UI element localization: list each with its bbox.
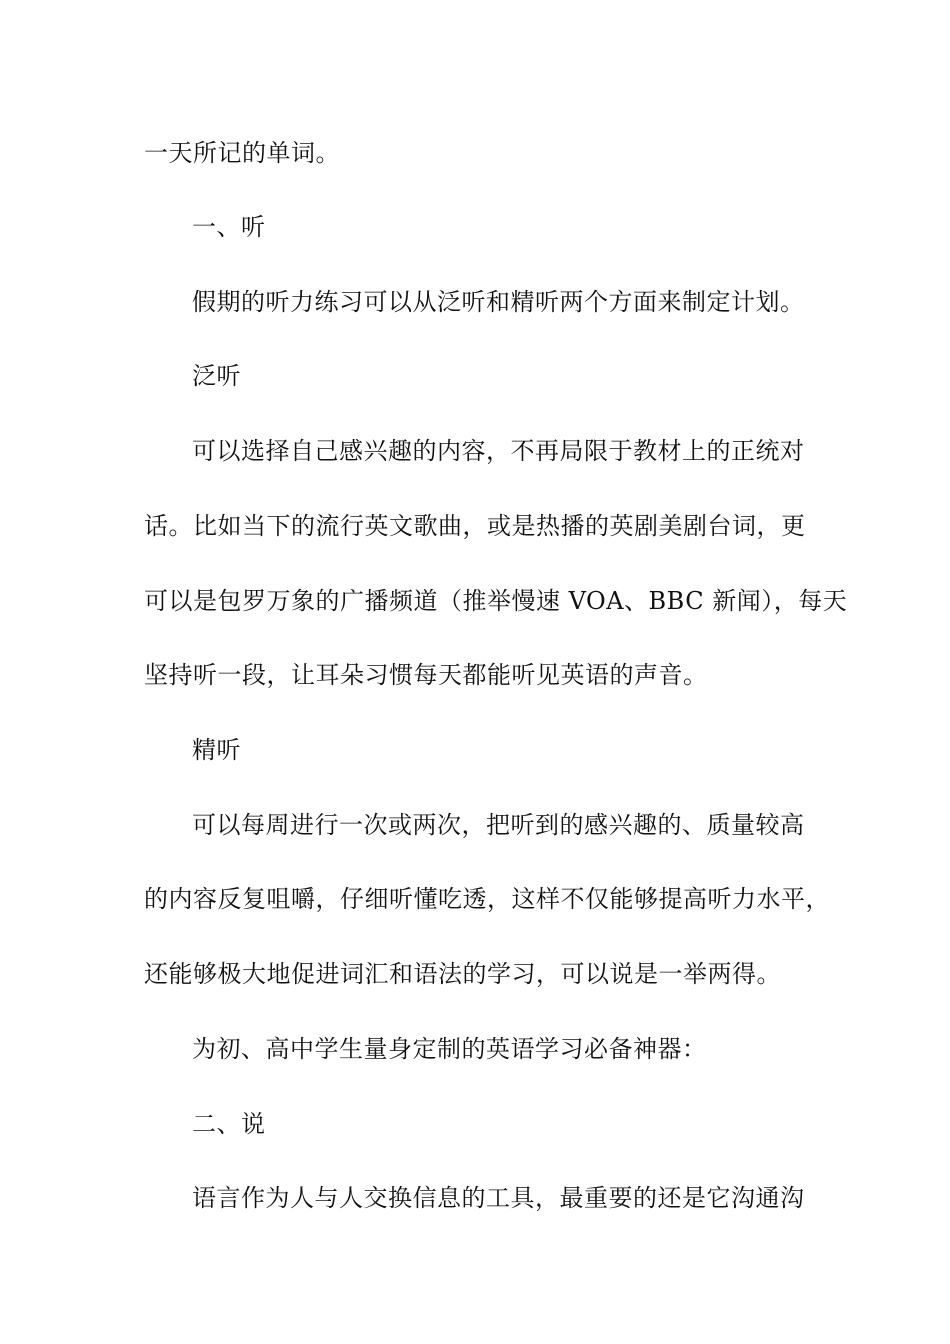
paragraph-speaking-line-1: 语言作为人与人交换信息的工具，最重要的还是它沟通沟 bbox=[192, 1184, 805, 1212]
paragraph-extensive-line-3: 可以是包罗万象的广播频道（推举慢速 VOA、BBC 新闻），每天 bbox=[144, 587, 848, 615]
paragraph-extensive-line-4: 坚持听一段，让耳朵习惯每天都能听见英语的声音。 bbox=[144, 661, 708, 689]
paragraph-extensive-line-2: 话。比如当下的流行英文歌曲，或是热播的英剧美剧台词，更 bbox=[144, 512, 806, 540]
paragraph-intensive-line-1: 可以每周进行一次或两次，把听到的感兴趣的、质量较高 bbox=[192, 811, 805, 839]
section-heading-speaking: 二、说 bbox=[192, 1110, 266, 1138]
subheading-intensive-listening: 精听 bbox=[192, 736, 241, 764]
subheading-extensive-listening: 泛听 bbox=[192, 362, 241, 390]
paragraph-tool-intro: 为初、高中学生量身定制的英语学习必备神器： bbox=[192, 1035, 707, 1063]
paragraph-listening-intro: 假期的听力练习可以从泛听和精听两个方面来制定计划。 bbox=[192, 288, 805, 316]
paragraph-intensive-line-3: 还能够极大地促进词汇和语法的学习，可以说是一举两得。 bbox=[144, 960, 781, 988]
section-heading-listening: 一、听 bbox=[192, 213, 266, 241]
paragraph-intensive-line-2: 的内容反复咀嚼，仔细听懂吃透，这样不仅能够提高听力水平， bbox=[144, 885, 830, 913]
paragraph-extensive-line-1: 可以选择自己感兴趣的内容，不再局限于教材上的正统对 bbox=[192, 437, 805, 465]
paragraph-continuation: 一天所记的单词。 bbox=[144, 139, 340, 167]
